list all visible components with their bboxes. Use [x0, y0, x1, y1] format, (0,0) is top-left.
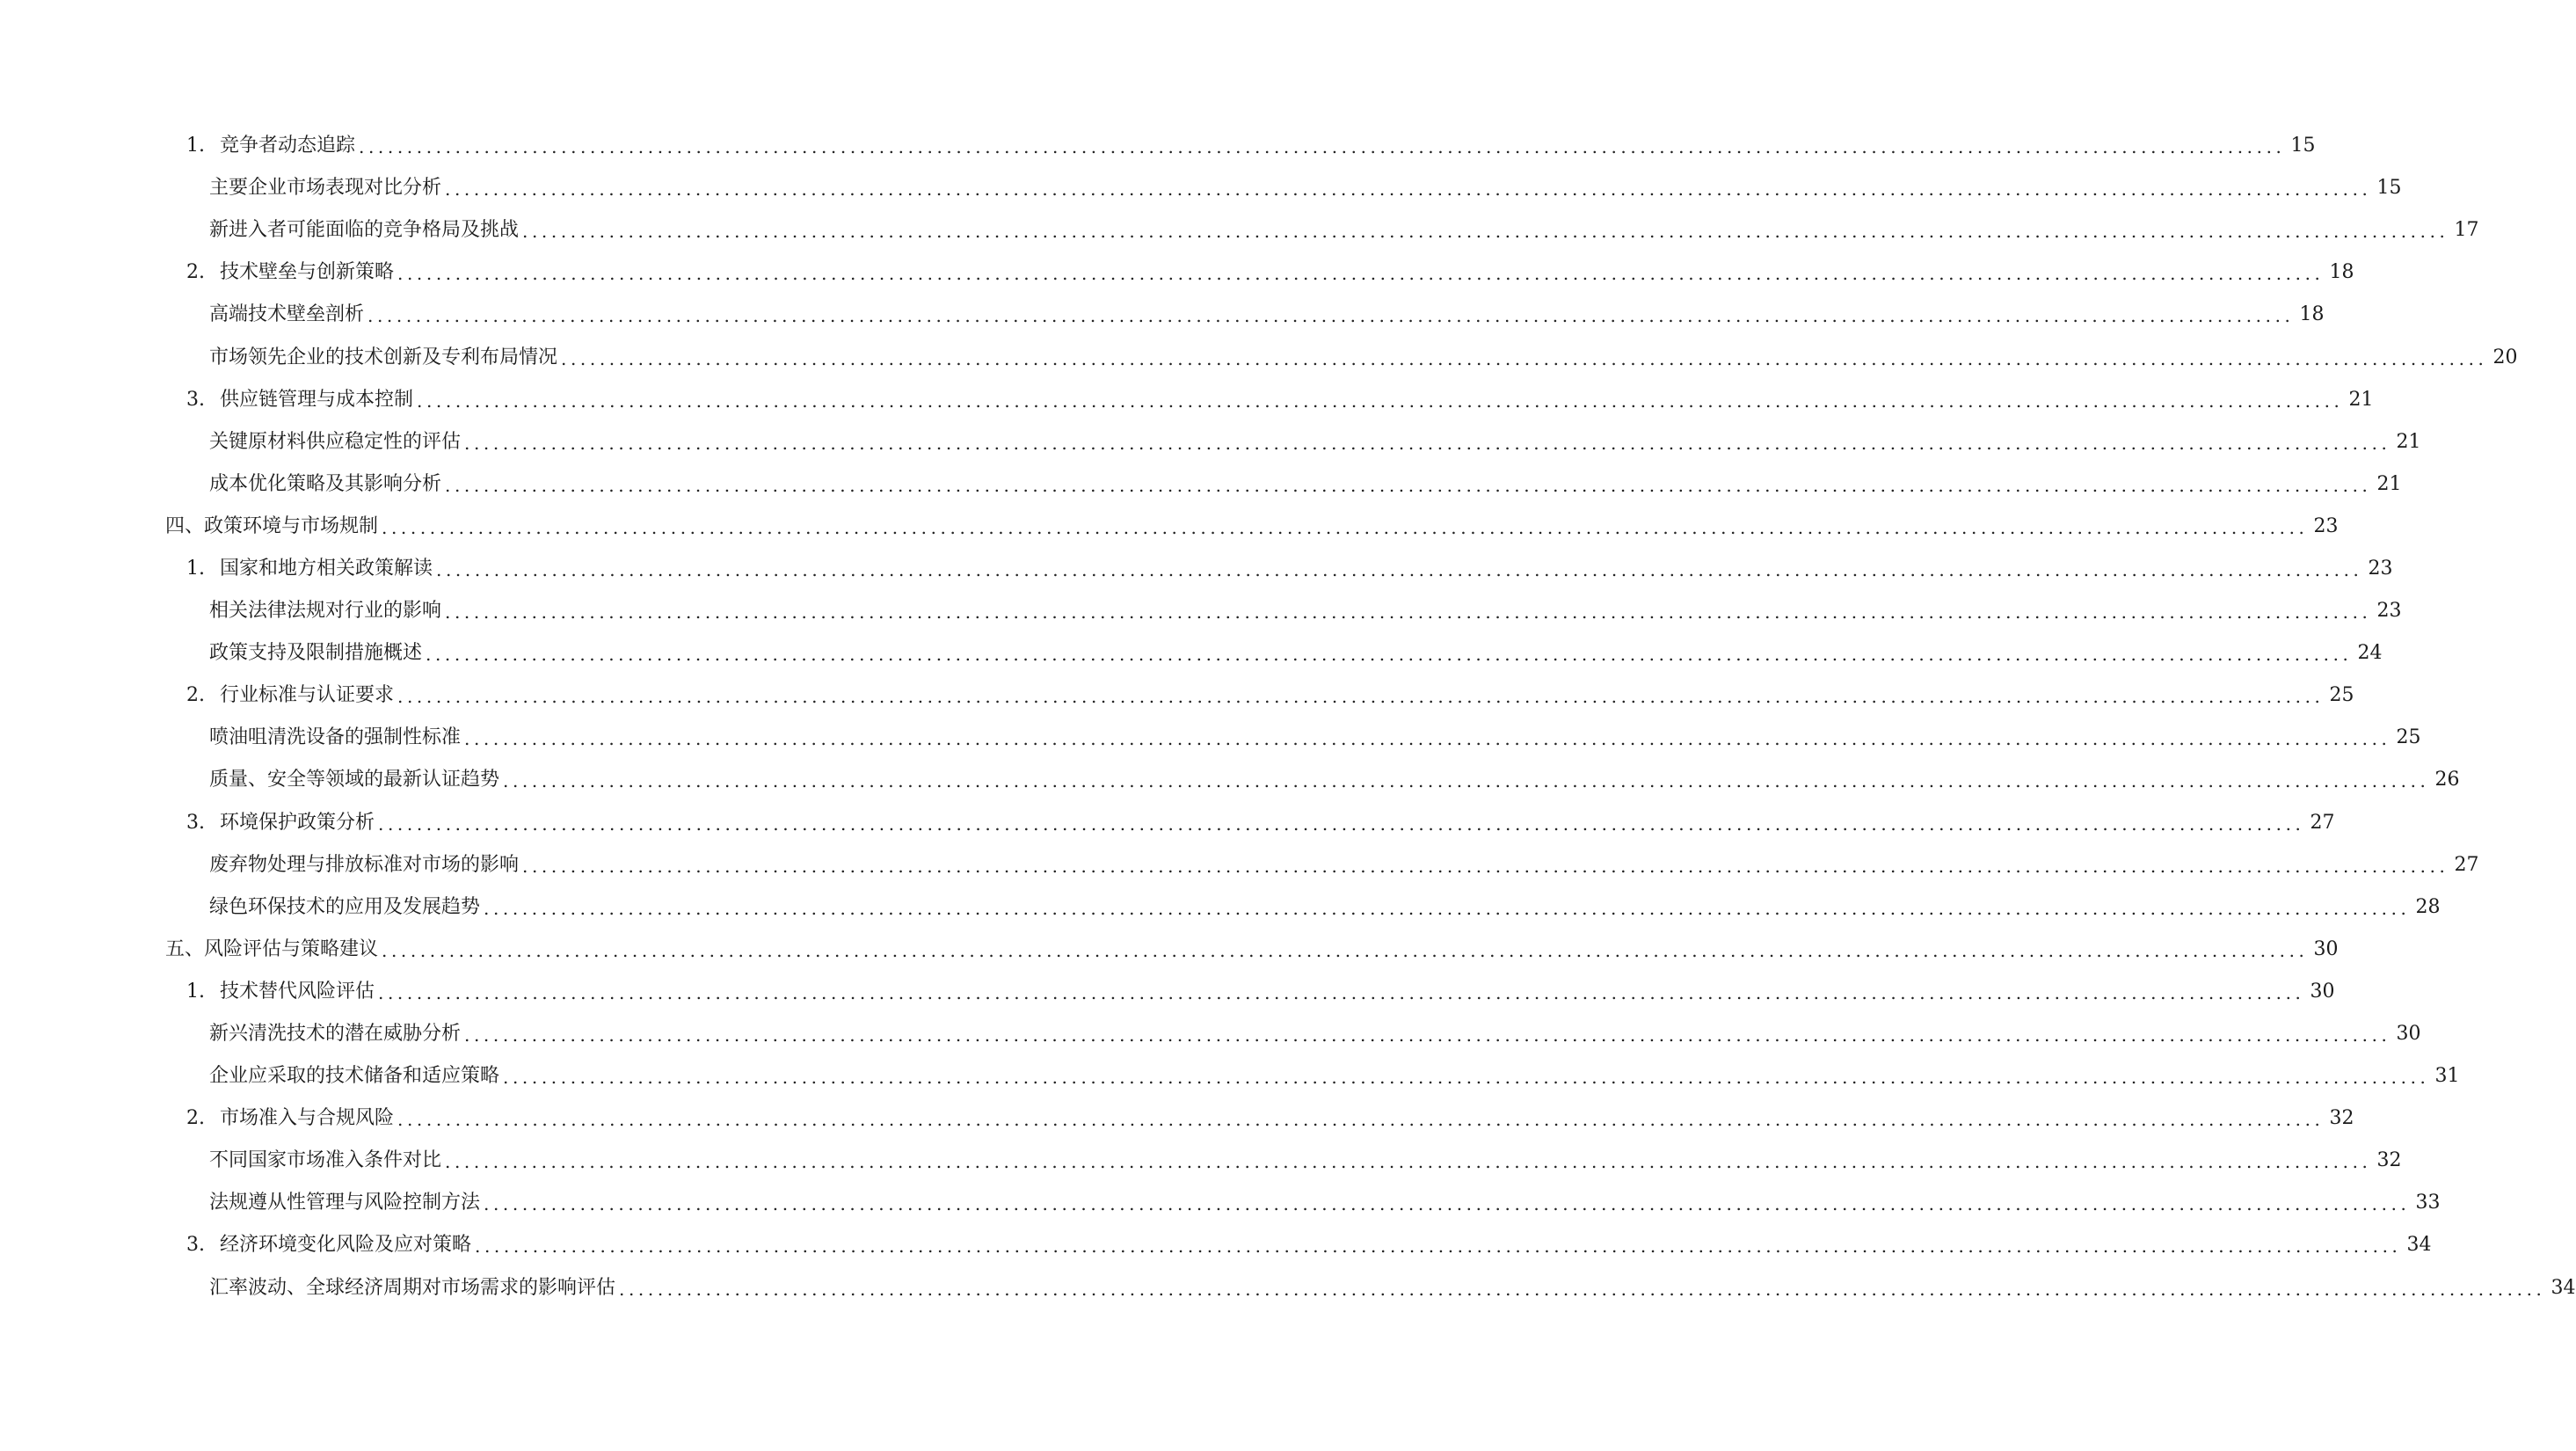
- toc-entry[interactable]: [0, 294, 2325, 336]
- toc-entry-title: 质量、安全等领域的最新认证趋势: [209, 769, 500, 791]
- toc-entry-title: 企业应采取的技术储备和适应策略: [209, 1065, 500, 1088]
- toc-entry-page-number: 23: [2376, 600, 2402, 623]
- dot-leader: ........................................................................................................................................................................................................: [522, 221, 2449, 243]
- toc-entry[interactable]: [0, 379, 2374, 421]
- toc-entry[interactable]: [0, 929, 2339, 971]
- toc-entry-title: 不同国家市场准入条件对比: [209, 1149, 442, 1172]
- toc-entry[interactable]: [0, 1097, 2354, 1140]
- toc-entry-page-number: 30: [2313, 937, 2339, 960]
- toc-entry[interactable]: [0, 717, 2421, 759]
- dot-leader: ........................................................................................................................................................................................................: [464, 1024, 2391, 1046]
- toc-entry[interactable]: [0, 1224, 2432, 1266]
- toc-entry[interactable]: [0, 167, 2402, 209]
- toc-entry-title: 国家和地方相关政策解读: [220, 557, 433, 580]
- toc-entry-page-number: 26: [2434, 769, 2460, 791]
- toc-entry[interactable]: [0, 971, 2335, 1013]
- dot-leader: ........................................................................................................................................................................................................: [382, 516, 2309, 538]
- toc-entry[interactable]: [0, 886, 2441, 929]
- toc-entry-title: 新进入者可能面临的竞争格局及挑战: [209, 219, 520, 242]
- toc-entry-title: 高端技术壁垒剖析: [209, 303, 365, 326]
- toc-entry-title: 市场领先企业的技术创新及专利布局情况: [209, 346, 558, 368]
- dot-leader: ........................................................................................................................................................................................................: [397, 1109, 2325, 1131]
- toc-entry-number: 3.: [186, 811, 205, 834]
- toc-entry-title: 主要企业市场表现对比分析: [209, 177, 442, 200]
- toc-entry-title: 汇率波动、全球经济周期对市场需求的影响评估: [209, 1276, 616, 1299]
- toc-entry-page-number: 21: [2348, 388, 2374, 411]
- dot-leader: ........................................................................................................................................................................................................: [503, 770, 2430, 792]
- toc-entry-number: 2.: [186, 261, 205, 284]
- toc-entry[interactable]: [0, 590, 2402, 632]
- dot-leader: ........................................................................................................................................................................................................: [522, 855, 2449, 877]
- toc-entry-title: 环境保护政策分析: [220, 811, 375, 834]
- toc-entry-page-number: 25: [2329, 684, 2354, 707]
- dot-leader: ........................................................................................................................................................................................................: [619, 1278, 2546, 1300]
- toc-entry-page-number: 28: [2415, 895, 2441, 918]
- dot-leader: ........................................................................................................................................................................................................: [445, 179, 2372, 201]
- toc-entry-page-number: 34: [2551, 1276, 2576, 1299]
- toc-entry[interactable]: [0, 125, 2316, 167]
- dot-leader: ........................................................................................................................................................................................................: [484, 1193, 2411, 1215]
- dot-leader: ........................................................................................................................................................................................................: [436, 558, 2363, 580]
- toc-entry-title: 供应链管理与成本控制: [220, 388, 414, 411]
- toc-entry-title: 五、风险评估与策略建议: [165, 937, 379, 960]
- dot-leader: ........................................................................................................................................................................................................: [503, 1067, 2430, 1089]
- dot-leader: ........................................................................................................................................................................................................: [561, 347, 2488, 369]
- toc-entry[interactable]: [0, 632, 2383, 674]
- dot-leader: ........................................................................................................................................................................................................: [475, 1236, 2402, 1258]
- toc-entry-title: 政策支持及限制措施概述: [209, 642, 423, 665]
- toc-entry-page-number: 27: [2310, 811, 2335, 834]
- toc-entry-number: 2.: [186, 1107, 205, 1130]
- toc-entry-page-number: 33: [2415, 1192, 2441, 1214]
- toc-entry[interactable]: [0, 252, 2354, 294]
- toc-entry[interactable]: [0, 209, 2479, 252]
- table-of-contents: [0, 125, 2576, 1309]
- toc-entry[interactable]: [0, 1055, 2460, 1097]
- toc-entry[interactable]: [0, 802, 2335, 844]
- toc-entry-page-number: 30: [2310, 980, 2335, 1003]
- toc-entry-page-number: 32: [2376, 1149, 2402, 1172]
- toc-entry[interactable]: [0, 421, 2421, 463]
- dot-leader: ........................................................................................................................................................................................................: [464, 432, 2391, 454]
- toc-entry[interactable]: [0, 759, 2460, 801]
- toc-entry[interactable]: [0, 1182, 2441, 1224]
- toc-entry[interactable]: [0, 336, 2518, 378]
- toc-entry-page-number: 31: [2434, 1065, 2460, 1088]
- toc-entry-page-number: 18: [2329, 261, 2354, 284]
- toc-entry-page-number: 32: [2329, 1107, 2354, 1130]
- toc-entry-title: 技术壁垒与创新策略: [220, 261, 395, 284]
- toc-entry-page-number: 34: [2406, 1234, 2432, 1257]
- dot-leader: ........................................................................................................................................................................................................: [397, 686, 2325, 708]
- dot-leader: ........................................................................................................................................................................................................: [484, 897, 2411, 919]
- toc-entry[interactable]: [0, 1140, 2402, 1182]
- dot-leader: ........................................................................................................................................................................................................: [397, 263, 2325, 285]
- toc-entry[interactable]: [0, 674, 2354, 717]
- toc-entry-title: 法规遵从性管理与风险控制方法: [209, 1192, 481, 1214]
- toc-entry-title: 相关法律法规对行业的影响: [209, 600, 442, 623]
- toc-entry[interactable]: [0, 548, 2393, 590]
- toc-entry-page-number: 23: [2368, 557, 2393, 580]
- toc-entry-number: 1.: [186, 557, 205, 580]
- toc-entry-title: 四、政策环境与市场规制: [165, 514, 379, 537]
- toc-entry-title: 经济环境变化风险及应对策略: [220, 1234, 472, 1257]
- dot-leader: ........................................................................................................................................................................................................: [382, 939, 2309, 961]
- toc-entry[interactable]: [0, 1013, 2421, 1055]
- toc-entry-title: 成本优化策略及其影响分析: [209, 472, 442, 495]
- dot-leader: ........................................................................................................................................................................................................: [378, 813, 2305, 835]
- toc-entry[interactable]: [0, 844, 2479, 886]
- toc-entry-number: 3.: [186, 388, 205, 411]
- dot-leader: ........................................................................................................................................................................................................: [445, 474, 2372, 496]
- dot-leader: ........................................................................................................................................................................................................: [367, 305, 2295, 327]
- toc-entry-number: 3.: [186, 1234, 205, 1257]
- dot-leader: ........................................................................................................................................................................................................: [445, 602, 2372, 623]
- toc-entry-page-number: 15: [2290, 135, 2316, 157]
- toc-entry-title: 新兴清洗技术的潜在威胁分析: [209, 1023, 462, 1046]
- toc-entry-number: 1.: [186, 980, 205, 1003]
- toc-entry-title: 喷油咀清洗设备的强制性标准: [209, 726, 462, 749]
- toc-entry-number: 2.: [186, 684, 205, 707]
- toc-entry-title: 关键原材料供应稳定性的评估: [209, 430, 462, 453]
- toc-entry-page-number: 17: [2454, 219, 2479, 242]
- toc-entry-page-number: 23: [2313, 514, 2339, 537]
- dot-leader: ........................................................................................................................................................................................................: [417, 390, 2344, 412]
- toc-entry-title: 竞争者动态追踪: [220, 135, 356, 157]
- toc-entry[interactable]: [0, 1267, 2576, 1309]
- dot-leader: ........................................................................................................................................................................................................: [359, 136, 2286, 158]
- toc-entry-page-number: 21: [2396, 430, 2421, 453]
- toc-entry-title: 市场准入与合规风险: [220, 1107, 395, 1130]
- toc-entry-page-number: 18: [2299, 303, 2325, 326]
- toc-entry-page-number: 30: [2396, 1023, 2421, 1046]
- toc-entry-number: 1.: [186, 135, 205, 157]
- toc-entry[interactable]: [0, 463, 2402, 506]
- dot-leader: ........................................................................................................................................................................................................: [445, 1151, 2372, 1173]
- dot-leader: ........................................................................................................................................................................................................: [464, 728, 2391, 750]
- toc-entry-title: 绿色环保技术的应用及发展趋势: [209, 895, 481, 918]
- toc-entry-page-number: 21: [2376, 472, 2402, 495]
- toc-entry-page-number: 20: [2492, 346, 2518, 368]
- toc-entry-page-number: 15: [2376, 177, 2402, 200]
- toc-entry[interactable]: [0, 506, 2339, 548]
- toc-entry-title: 废弃物处理与排放标准对市场的影响: [209, 853, 520, 876]
- toc-entry-title: 技术替代风险评估: [220, 980, 375, 1003]
- dot-leader: ........................................................................................................................................................................................................: [426, 644, 2353, 666]
- toc-entry-page-number: 24: [2357, 642, 2383, 665]
- toc-entry-page-number: 25: [2396, 726, 2421, 749]
- toc-entry-page-number: 27: [2454, 853, 2479, 876]
- toc-entry-title: 行业标准与认证要求: [220, 684, 395, 707]
- dot-leader: ........................................................................................................................................................................................................: [378, 981, 2305, 1003]
